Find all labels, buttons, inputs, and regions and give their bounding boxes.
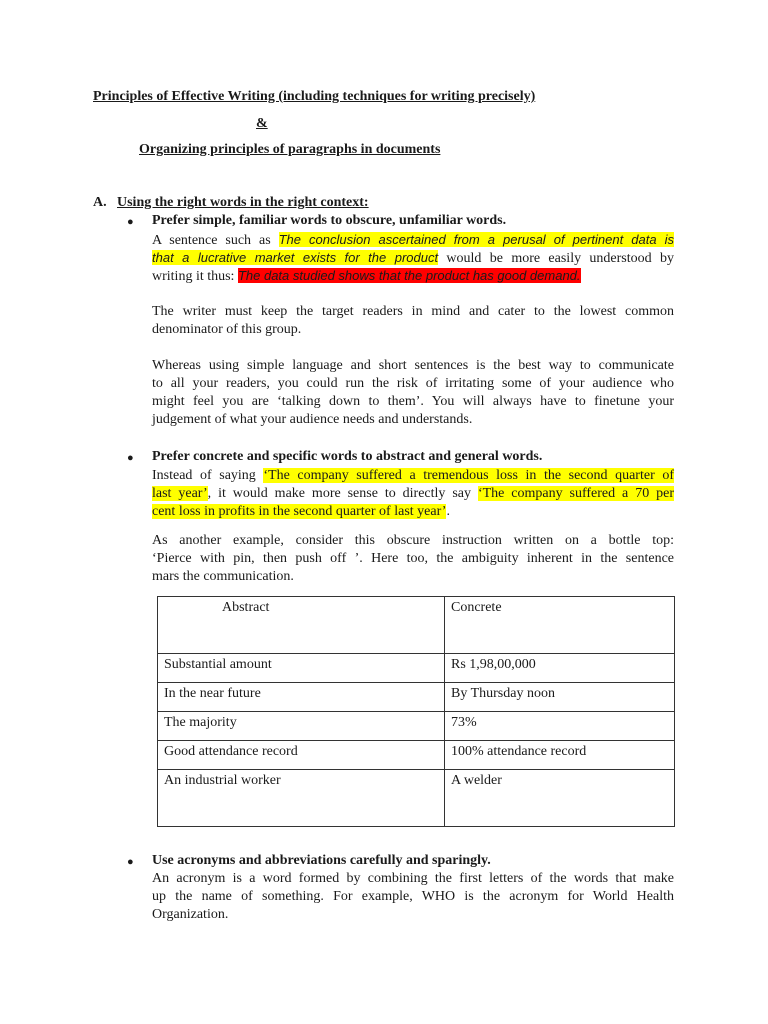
table-row <box>158 683 675 712</box>
bullet1-p3-line4: judgement of what your audience needs and understands. <box>152 412 473 427</box>
highlight-simple-sentence: The data studied shows that the product has good demand. <box>237 268 581 283</box>
bullet-icon: ● <box>127 856 134 868</box>
bullet1-line2: that a lucrative market exists for the product would be more easily understood by <box>152 250 674 266</box>
bullet1-heading: Prefer simple, familiar words to obscure, unfamiliar words. <box>152 213 507 228</box>
highlight-obscure-sentence: The conclusion ascertained from a perusal of pertinent data is <box>278 232 674 247</box>
table-cell: By Thursday noon <box>445 683 675 712</box>
table-row <box>158 712 675 741</box>
table-header-concrete: Concrete <box>445 597 675 654</box>
bullet2-line1: Instead of saying ‘The company suffered a tremendous loss in the second quarter of <box>152 468 674 483</box>
highlight-abstract-example: ‘The company suffered a tremendous loss in the second quarter of <box>263 468 674 483</box>
bullet1-line1: A sentence such as The conclusion ascertained from a perusal of pertinent data is <box>152 232 674 248</box>
highlight-obscure-sentence-cont: that a lucrative market exists for the product <box>152 250 439 265</box>
bullet-icon: ● <box>127 216 134 228</box>
table-header-abstract: Abstract <box>158 597 445 654</box>
bullet2-p2-line1: As another example, consider this obscure instruction written on a bottle top: <box>152 533 674 548</box>
document-subtitle: Organizing principles of paragraphs in documents <box>139 142 441 157</box>
table-cell: Good attendance record <box>158 741 445 770</box>
bullet1-p3-line3: might feel you are ‘talking down to them’. You will always have to finetune your <box>152 394 674 409</box>
table-header-row <box>158 597 675 654</box>
table-cell: An industrial worker <box>158 770 445 827</box>
bullet-icon: ● <box>127 452 134 464</box>
table-cell: In the near future <box>158 683 445 712</box>
bullet1-p3-line1: Whereas using simple language and short sentences is the best way to communicate <box>152 358 674 373</box>
table-row <box>158 770 675 827</box>
highlight-concrete-example-cont: cent loss in profits in the second quarter of last year’ <box>152 504 447 519</box>
section-a-heading: Using the right words in the right context: <box>117 195 369 210</box>
bullet3-line2: up the name of something. For example, WHO is the acronym for World Health <box>152 889 674 904</box>
table-cell: Rs 1,98,00,000 <box>445 654 675 683</box>
table-cell: 100% attendance record <box>445 741 675 770</box>
section-a-letter: A. <box>93 195 107 210</box>
bullet3-line1: An acronym is a word formed by combining the first letters of the words that make <box>152 871 674 886</box>
table-cell: Substantial amount <box>158 654 445 683</box>
bullet3-heading: Use acronyms and abbreviations carefully and sparingly. <box>152 853 491 868</box>
bullet2-p2-line3: mars the communication. <box>152 569 294 584</box>
table-cell: A welder <box>445 770 675 827</box>
table-cell: 73% <box>445 712 675 741</box>
title-ampersand: & <box>256 116 268 131</box>
table-cell: The majority <box>158 712 445 741</box>
bullet2-line3: cent loss in profits in the second quarter of last year’. <box>152 504 450 519</box>
table-row <box>158 654 675 683</box>
bullet3-line3: Organization. <box>152 907 229 922</box>
highlight-abstract-example-cont: last year’ <box>152 486 208 501</box>
bullet2-line2: last year’, it would make more sense to directly say ‘The company suffered a 70 per <box>152 486 674 501</box>
bullet2-heading: Prefer concrete and specific words to abstract and general words. <box>152 449 543 464</box>
table-row <box>158 741 675 770</box>
document-title: Principles of Effective Writing (including techniques for writing precisely) <box>93 89 536 104</box>
highlight-concrete-example: ‘The company suffered a 70 per <box>477 486 674 501</box>
bullet2-p2-line2: ‘Pierce with pin, then push off ’. Here too, the ambiguity inherent in the sentence <box>152 551 674 566</box>
bullet1-p2-line2: denominator of this group. <box>152 322 302 337</box>
bullet1-p2-line1: The writer must keep the target readers in mind and cater to the lowest common <box>152 304 674 319</box>
bullet1-p3-line2: to all your readers, you could run the risk of irritating some of your audience who <box>152 376 674 391</box>
abstract-concrete-table <box>157 596 675 827</box>
bullet1-line3: writing it thus: The data studied shows that the product has good demand. <box>152 268 581 284</box>
